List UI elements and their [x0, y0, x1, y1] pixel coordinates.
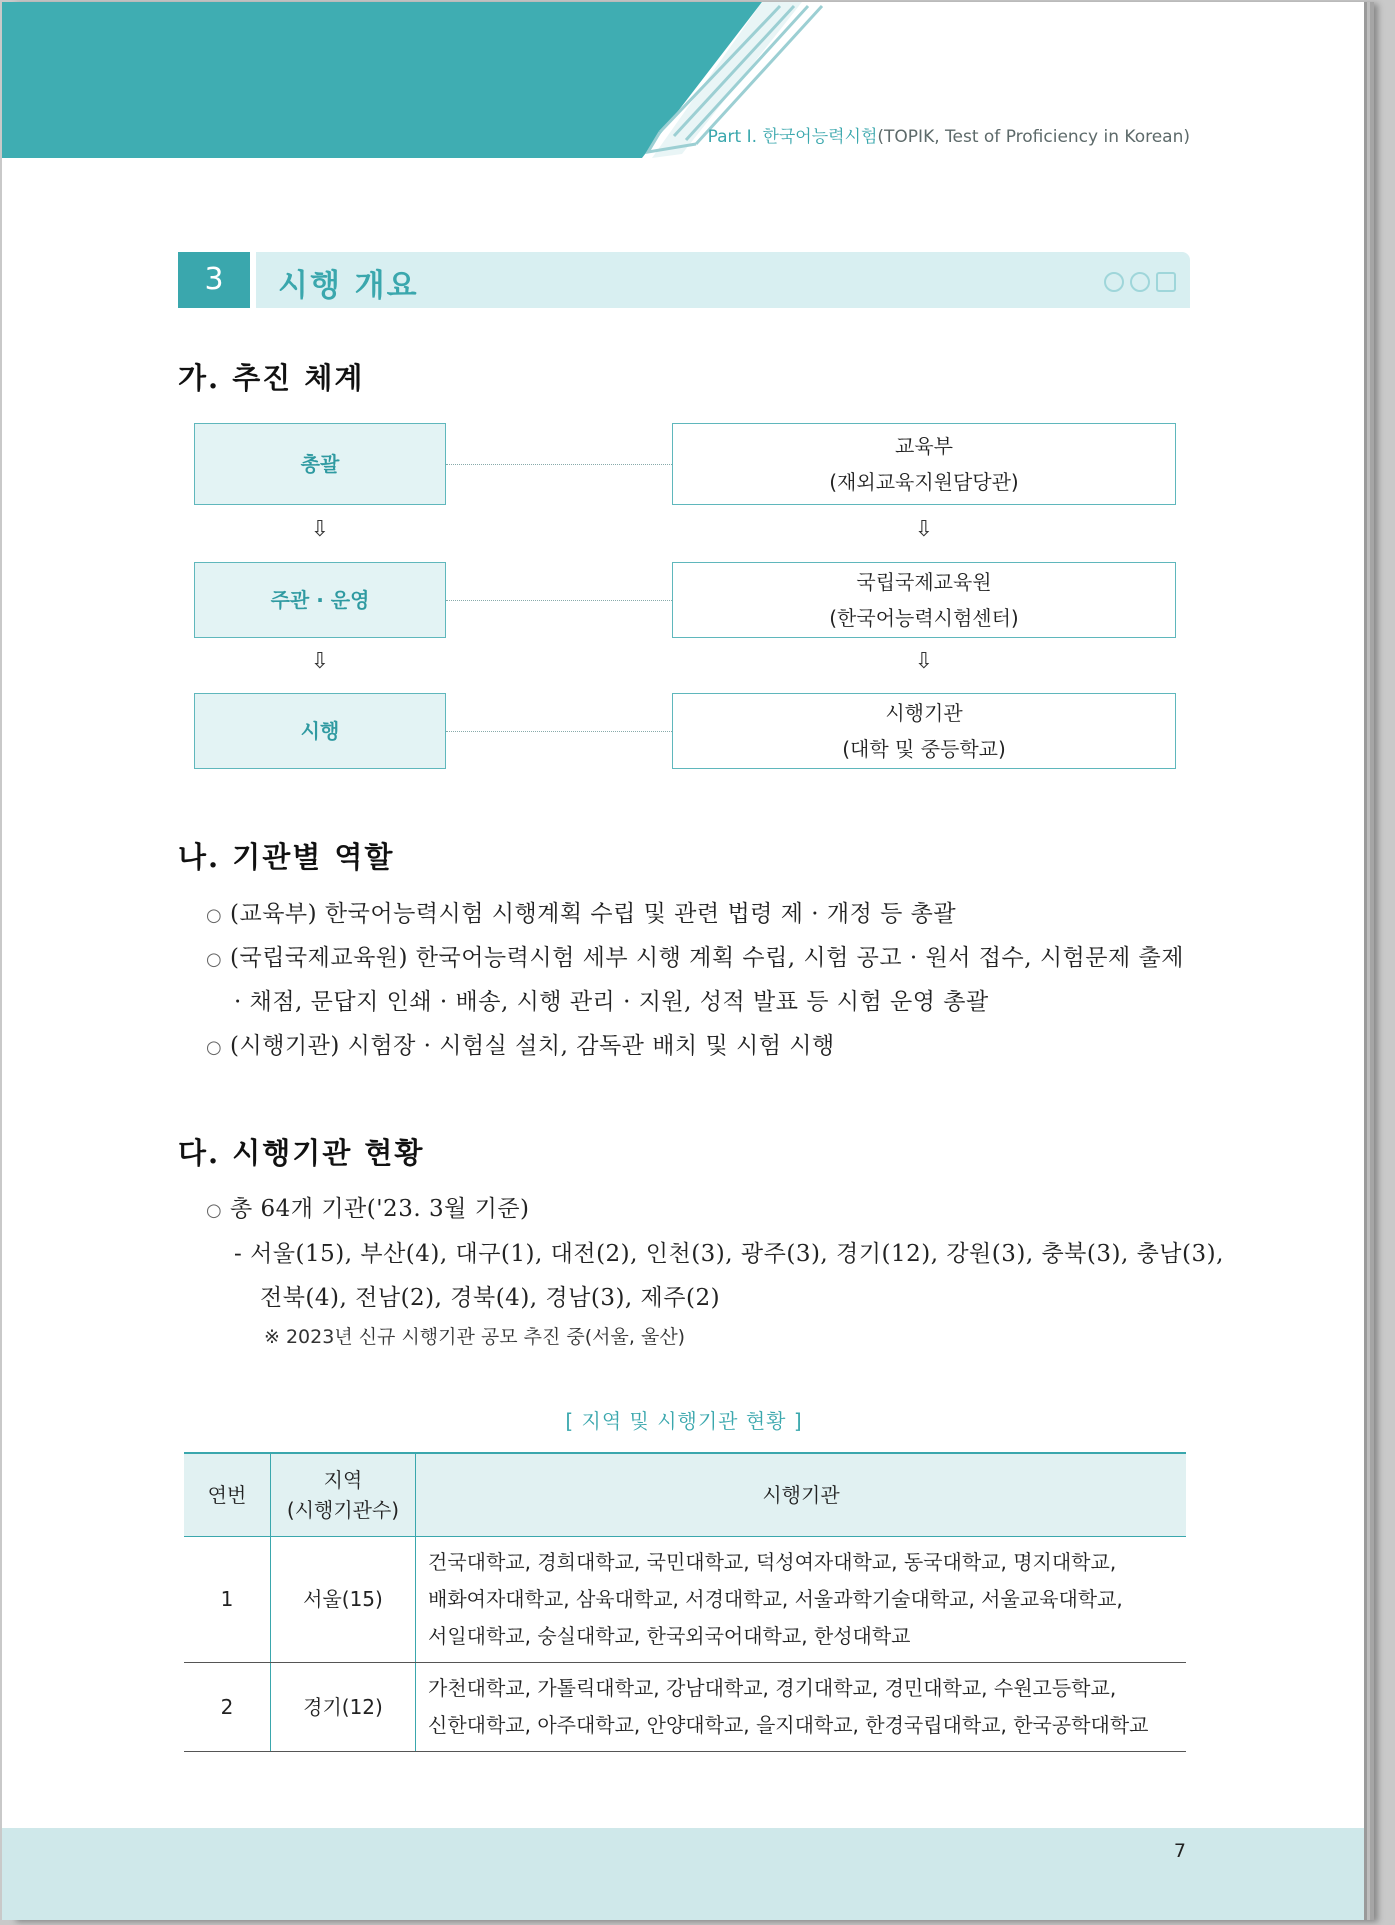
- circle-bullet-icon: ○: [206, 905, 223, 926]
- institution-line: 신한대학교, 아주대학교, 안양대학교, 을지대학교, 한경국립대학교, 한국공학대학교: [428, 1713, 1149, 1737]
- org-role-label: 주관 · 운영: [270, 588, 370, 612]
- institutions-table: [184, 1452, 1186, 1752]
- down-arrow-icon: ⇩: [914, 649, 934, 674]
- part-label: Part Ⅰ.: [707, 127, 758, 147]
- cell-region: 서울(15): [271, 1537, 416, 1663]
- down-arrow-icon: ⇩: [914, 517, 934, 542]
- role-item: [206, 895, 956, 928]
- page-number: 7: [1173, 1840, 1186, 1862]
- role-item: [206, 939, 1184, 972]
- org-entity-box: [672, 693, 1176, 769]
- circle-bullet-icon: ○: [206, 949, 223, 970]
- role-item-continuation: · 채점, 문답지 인쇄 · 배송, 시행 관리 · 지원, 성적 발표 등 시험 운영 총괄: [234, 989, 989, 1015]
- footer-band: [2, 1828, 1364, 1920]
- institution-line: 서일대학교, 숭실대학교, 한국외국어대학교, 한성대학교: [428, 1624, 911, 1648]
- running-header: [708, 122, 1190, 147]
- org-entity-detail: (대학 및 중등학교): [842, 737, 1006, 761]
- section-title: 시행 개요: [278, 268, 419, 304]
- header-region-line1: 지역: [323, 1468, 363, 1492]
- notepad-icon: [1156, 272, 1176, 292]
- part-title-ko: 한국어능력시험: [762, 127, 878, 147]
- org-entity-detail: (한국어능력시험센터): [829, 606, 1019, 630]
- table-header-row: [184, 1453, 1186, 1537]
- part-title-en: (TOPIK, Test of Proficiency in Korean): [877, 127, 1190, 147]
- cell-institutions: [416, 1537, 1187, 1663]
- down-arrow-icon: ⇩: [310, 649, 330, 674]
- header-region-line2: (시행기관수): [286, 1498, 400, 1522]
- section-decoration: [1104, 272, 1176, 292]
- institution-line: 건국대학교, 경희대학교, 국민대학교, 덕성여자대학교, 동국대학교, 명지대학교,: [428, 1550, 1117, 1574]
- cell-institutions: [416, 1663, 1187, 1752]
- lightbulb-icon: [1104, 272, 1124, 292]
- section-number: 3: [178, 252, 250, 308]
- total-count-text: 총 64개 기관('23. 3월 기준): [230, 1196, 530, 1222]
- subsection-heading-b: 나. 기관별 역할: [178, 840, 395, 874]
- document-page: [2, 2, 1364, 1920]
- brain-icon: [1130, 272, 1150, 292]
- connector-line: [446, 600, 672, 601]
- subsection-heading-c: 다. 시행기관 현황: [178, 1136, 425, 1170]
- region-list-line: 전북(4), 전남(2), 경북(4), 경남(3), 제주(2): [260, 1285, 721, 1311]
- org-role-box: [194, 562, 446, 638]
- role-item-text: (국립국제교육원) 한국어능력시험 세부 시행 계획 수립, 시험 공고 · 원서 접수, 시험문제 출제: [230, 945, 1184, 971]
- org-role-label: 총괄: [300, 452, 340, 476]
- header-region: [271, 1453, 416, 1537]
- role-item: [206, 1027, 835, 1060]
- connector-line: [446, 731, 672, 732]
- org-role-label: 시행: [300, 719, 340, 743]
- circle-bullet-icon: ○: [206, 1200, 223, 1221]
- total-count-item: [206, 1190, 530, 1223]
- region-list-line: - 서울(15), 부산(4), 대구(1), 대전(2), 인천(3), 광주(3), 경기(12), 강원(3), 충북(3), 충남(3),: [234, 1241, 1224, 1267]
- table-row: [184, 1537, 1186, 1663]
- note-text: ※ 2023년 신규 시행기관 공모 추진 중(서울, 울산): [264, 1326, 686, 1348]
- cell-region: 경기(12): [271, 1663, 416, 1752]
- org-entity-detail: (재외교육지원담당관): [829, 470, 1019, 494]
- subsection-heading-a: 가. 추진 체계: [178, 361, 365, 395]
- org-entity-box: [672, 562, 1176, 638]
- table-caption: [ 지역 및 시행기관 현황 ]: [565, 1409, 803, 1433]
- cell-no: 2: [184, 1663, 271, 1752]
- role-item-text: (교육부) 한국어능력시험 시행계획 수립 및 관련 법령 제 · 개정 등 총괄: [230, 901, 957, 927]
- cell-no: 1: [184, 1537, 271, 1663]
- org-entity-name: 시행기관: [885, 701, 963, 725]
- org-entity-name: 국립국제교육원: [856, 570, 992, 594]
- role-item-text: (시행기관) 시험장 · 시험실 설치, 감독관 배치 및 시험 시행: [230, 1033, 835, 1059]
- connector-line: [446, 464, 672, 465]
- circle-bullet-icon: ○: [206, 1037, 223, 1058]
- header-no: 연번: [184, 1453, 271, 1537]
- down-arrow-icon: ⇩: [310, 517, 330, 542]
- org-role-box: [194, 693, 446, 769]
- org-entity-box: [672, 423, 1176, 505]
- institution-line: 가천대학교, 가톨릭대학교, 강남대학교, 경기대학교, 경민대학교, 수원고등학교,: [428, 1676, 1117, 1700]
- org-entity-name: 교육부: [895, 434, 953, 458]
- table-row: [184, 1663, 1186, 1752]
- header-institutions: 시행기관: [416, 1453, 1187, 1537]
- org-role-box: [194, 423, 446, 505]
- institution-line: 배화여자대학교, 삼육대학교, 서경대학교, 서울과학기술대학교, 서울교육대학교,: [428, 1587, 1123, 1611]
